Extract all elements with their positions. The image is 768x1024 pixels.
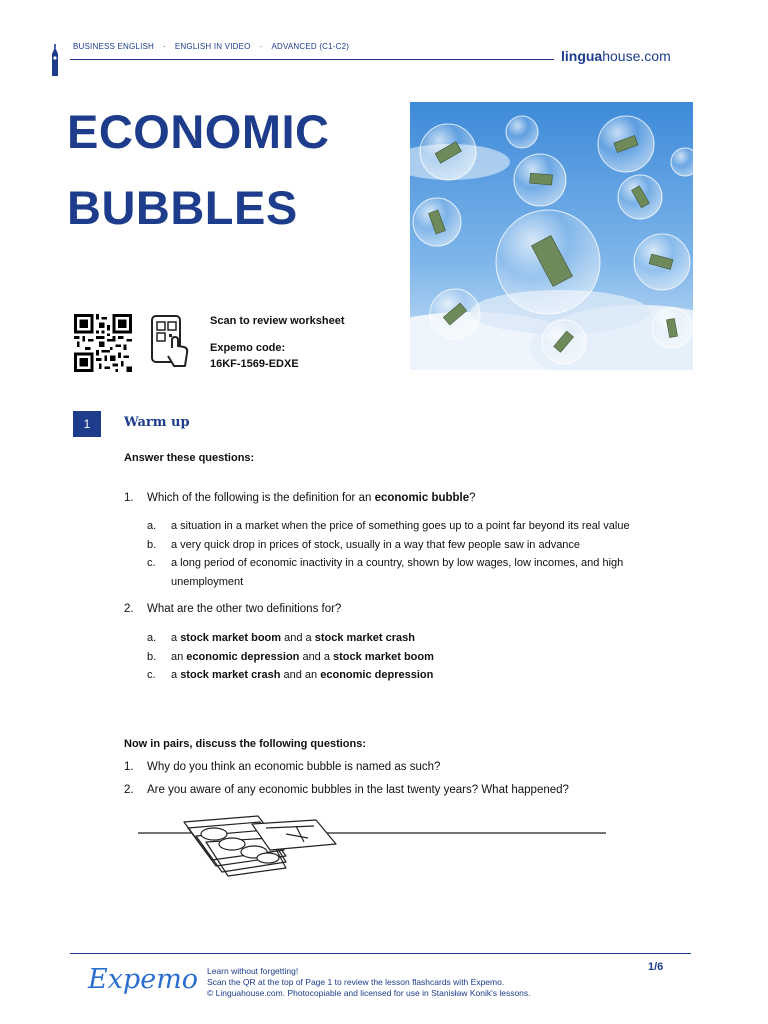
expemo-code-label: Expemo code: (210, 342, 286, 354)
nav-business-english[interactable]: BUSINESS ENGLISH (73, 42, 155, 51)
question-1-options (147, 517, 707, 591)
list-item: a. a stock market boom and a stock market crash (147, 632, 415, 644)
question-2-options (147, 629, 707, 685)
instructions-answer: Answer these questions: (124, 452, 255, 464)
brand-logo[interactable]: linguahouse.com (561, 48, 671, 64)
list-item: c. a long period of economic inactivity in a country, shown by low wages, low incomes, and high (147, 557, 624, 569)
expemo-code: 16KF-1569-EDXE (210, 358, 299, 370)
phone-scan-icon (150, 314, 192, 372)
footer-divider (70, 953, 691, 954)
page-number: 1/6 (648, 961, 664, 973)
list-item-wrap: unemployment (171, 575, 244, 588)
discuss-question-1: 1. Why do you think an economic bubble is named as such? (124, 761, 441, 773)
nav-level[interactable]: ADVANCED (C1-C2) (271, 42, 350, 51)
header-divider (70, 59, 554, 60)
question-1: 1. Which of the following is the definition for an economic bubble? (124, 492, 476, 504)
big-ben-icon (50, 44, 60, 76)
section-number-badge: 1 (73, 411, 101, 437)
list-item: b. a very quick drop in prices of stock, usually in a way that few people saw in advance (147, 538, 581, 551)
page-title: ECONOMIC BUBBLES (67, 105, 330, 234)
list-item: c. a stock market crash and an economic depression (147, 669, 434, 681)
section-title: Warm up (124, 415, 190, 430)
qr-code-icon[interactable] (74, 314, 132, 372)
money-bubbles-photo (410, 102, 693, 370)
money-sketch-illustration (136, 812, 616, 890)
discuss-question-2: 2. Are you aware of any economic bubbles in the last twenty years? What happened? (124, 784, 569, 796)
scan-info (210, 313, 345, 383)
footer-text: Learn without forgetting! Scan the QR at the top of Page 1 to review the lesson flashcards with Expemo. © Linguahouse.com. Photocopiable and licensed for use in Stanisław Konik's lessons. (207, 966, 531, 998)
expemo-logo[interactable]: Expemo (88, 964, 199, 995)
scan-label: Scan to review worksheet (210, 315, 345, 327)
list-item: a. a situation in a market when the price of something goes up to a point far beyond its real value (147, 520, 630, 532)
nav-english-in-video[interactable]: ENGLISH IN VIDEO (174, 42, 251, 51)
instructions-discuss: Now in pairs, discuss the following questions: (124, 738, 367, 750)
question-2: 2. What are the other two definitions for? (124, 603, 342, 615)
list-item: b. an economic depression and a stock market boom (147, 650, 434, 663)
breadcrumb: BUSINESS ENGLISH · ENGLISH IN VIDEO · ADVANCED (C1-C2) (73, 42, 350, 51)
